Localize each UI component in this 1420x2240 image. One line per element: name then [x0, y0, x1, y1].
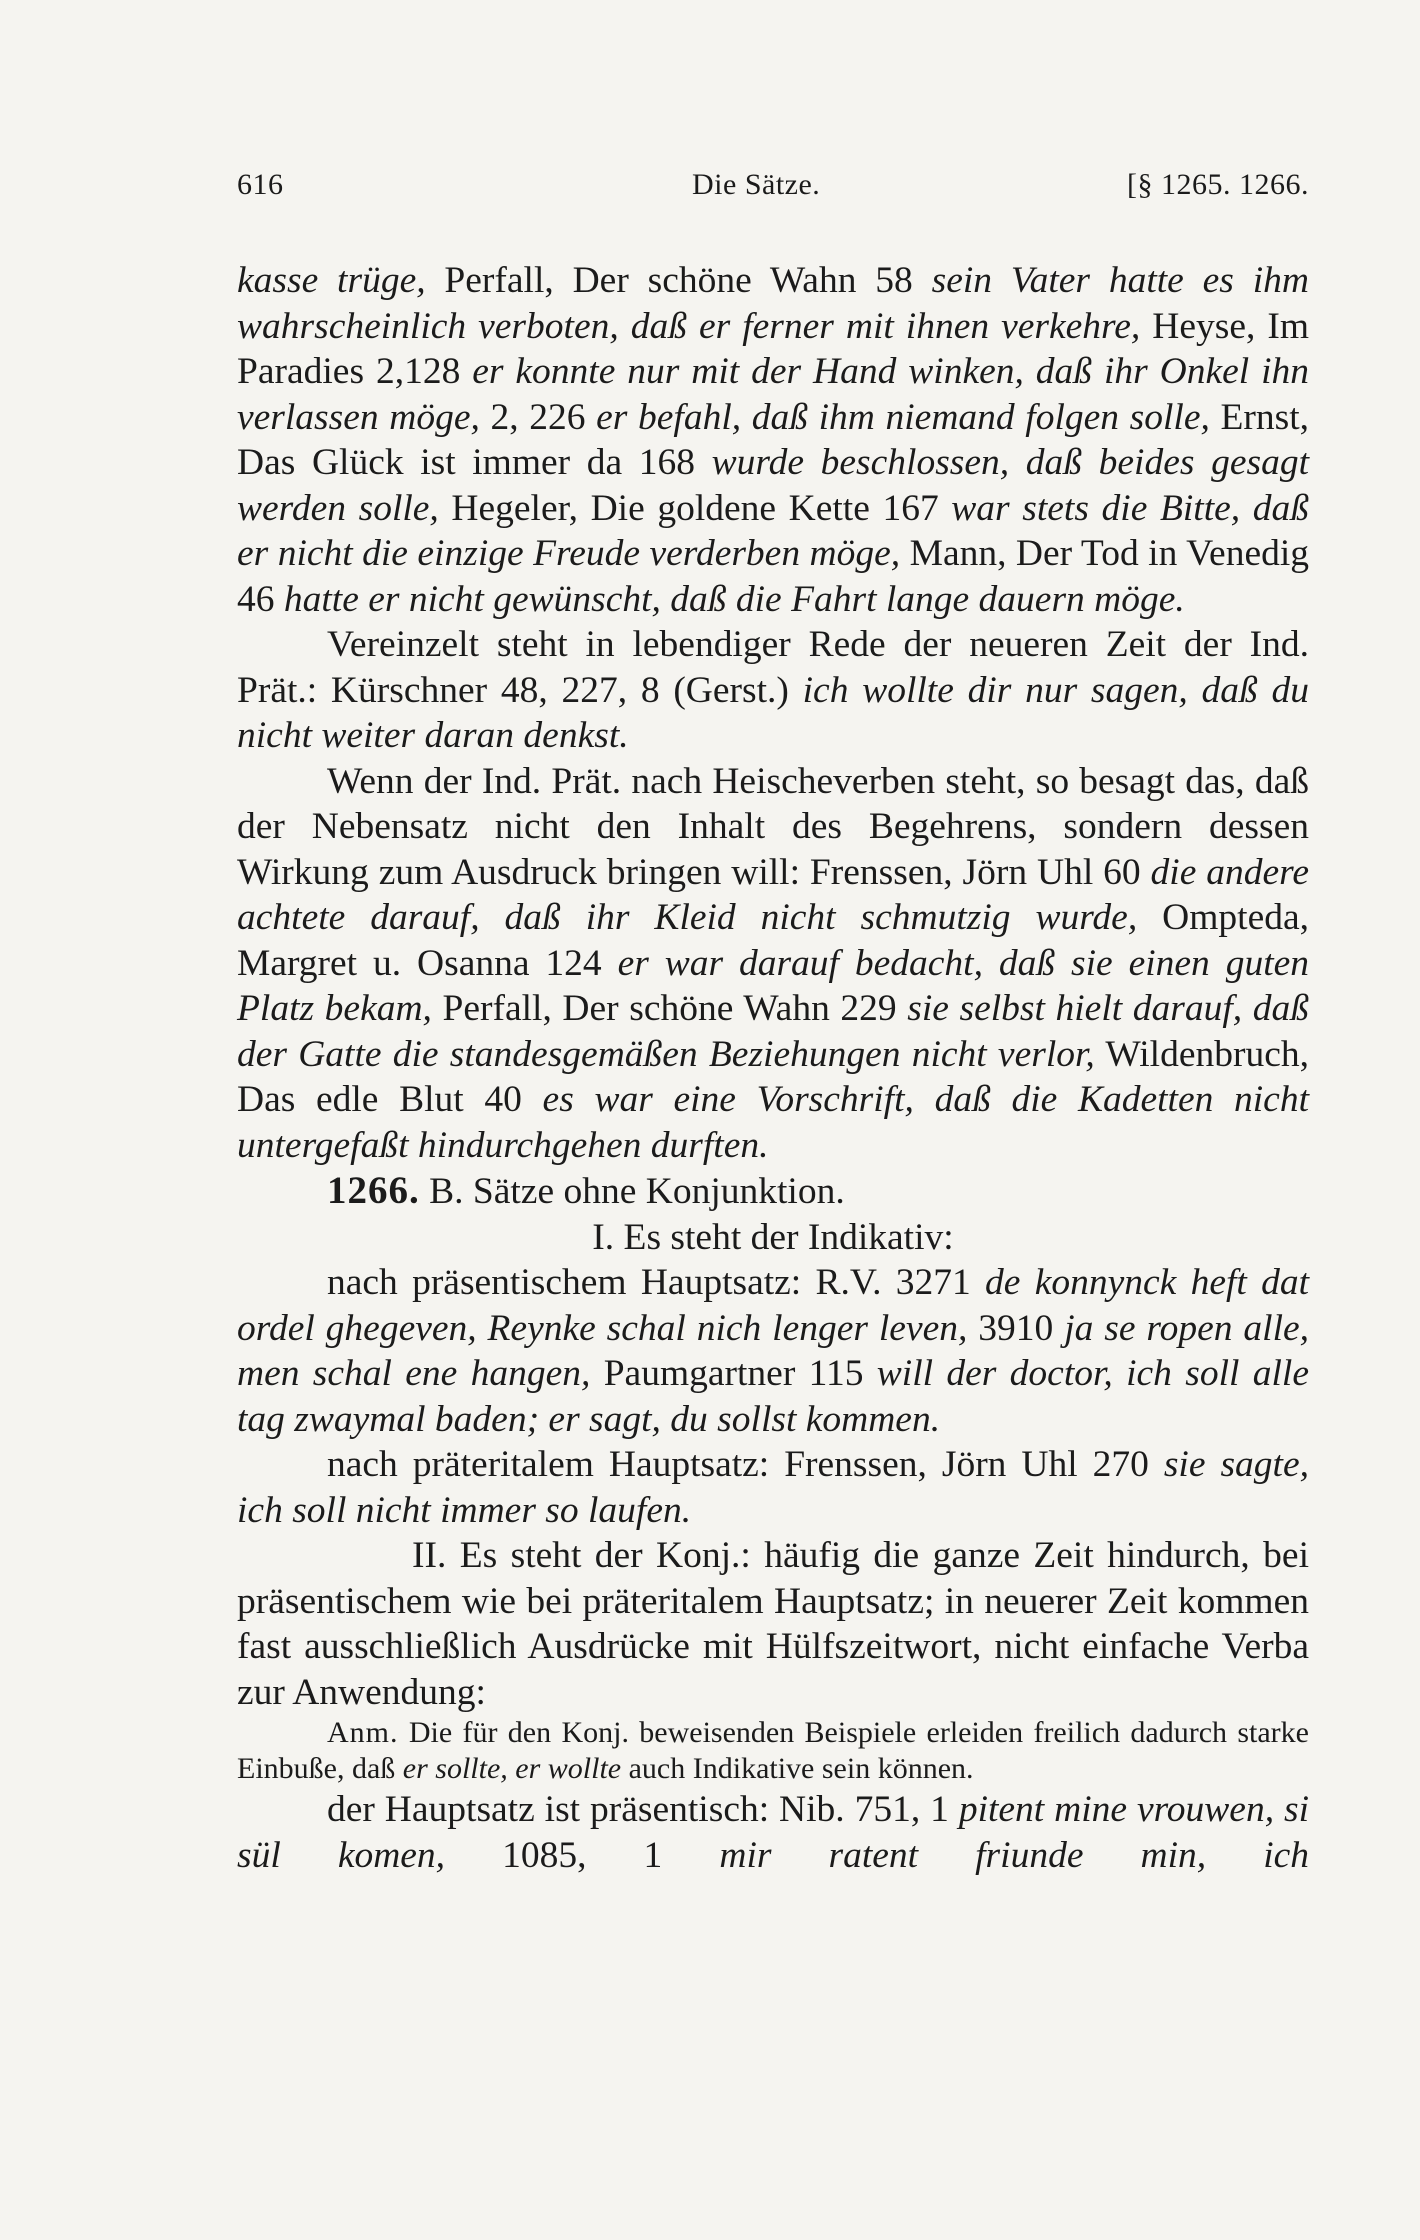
subheading-indikativ — [237, 1215, 1309, 1261]
text: II. Es steht der Konj.: häufig die ganze Zeit hindurch, bei präsentischem wie bei präteritalem Hauptsatz; in neuerer Zeit kommen fast ausschließlich Ausdrücke mit Hülfszeitwort, nicht einfache Verba zur Anwendung: — [237, 1535, 1309, 1713]
quote: sie sagte, ich soll nicht immer so laufen. — [237, 1444, 1309, 1531]
citation: Hegeler, Die goldene Kette 167 — [438, 487, 952, 529]
text: nach präteritalem Hauptsatz: Frenssen, Jörn Uhl 270 — [327, 1444, 1164, 1485]
quote: will der doctor, ich soll alle tag zwaymal baden; er sagt, du sollst kommen. — [237, 1353, 1309, 1440]
quote: de konnynck heft dat ordel ghegeven, Reynke schal nich lenger leven, — [237, 1262, 1309, 1349]
running-head — [237, 168, 1309, 208]
paragraph-konjunktiv — [237, 1533, 1309, 1715]
quote: war stets die Bitte, daß er nicht die einzige Freude verderben möge, — [237, 487, 1309, 574]
quote: es war eine Vorschrift, daß die Kadetten nicht untergefaßt hindurchgehen durften. — [237, 1079, 1309, 1166]
paragraph-heischeverben — [237, 759, 1309, 1169]
quote: sie selbst hielt darauf, daß der Gatte die standesgemäßen Beziehungen nicht verlor, — [237, 988, 1309, 1075]
quote: pitent mine vrouwen, si sül komen, — [237, 1789, 1310, 1876]
quote: kasse trüge, — [237, 260, 426, 301]
citation: Paumgartner 115 — [590, 1353, 877, 1394]
citation: Wildenbruch, Das edle Blut 40 — [237, 1033, 1309, 1120]
annotation-note — [237, 1715, 1309, 1787]
citation: Ompteda, Margret u. Osanna 124 — [237, 897, 1309, 984]
citation: Perfall, Der schöne Wahn 58 — [425, 260, 932, 301]
citation: Heyse, Im Paradies 2,128 — [237, 305, 1310, 392]
quote: hatte er nicht gewünscht, daß die Fahrt lange dauern möge. — [283, 578, 1185, 620]
section-number: 1266. — [327, 1169, 420, 1212]
paragraph-praeterital — [237, 1442, 1309, 1533]
page-content — [237, 168, 1309, 1878]
paragraph-continuation — [237, 258, 1309, 622]
citation: 2, 226 — [479, 396, 597, 438]
paragraph-vereinzelt — [237, 622, 1309, 759]
section-reference: [§ 1265. 1266. — [1127, 168, 1309, 201]
citation: 1085, 1 — [445, 1834, 720, 1876]
subheading-text: I. Es steht der Indikativ: — [592, 1216, 954, 1258]
citation: Perfall, Der schöne Wahn 229 — [431, 988, 908, 1029]
citation: 3910 — [967, 1307, 1065, 1349]
body-text — [237, 258, 1309, 1878]
paragraph-hauptsatz-praesentisch — [237, 1787, 1309, 1878]
text: Wenn der Ind. Prät. nach Heischeverben steht, so besagt das, daß der Nebensatz nicht den Inhalt des Begehrens, sondern dessen Wirkung zum Ausdruck bringen will: Frenssen, Jörn Uhl 60 — [237, 760, 1309, 893]
text: nach präsentischem Hauptsatz: R.V. 3271 — [327, 1262, 986, 1303]
quote: ja se ropen alle, men schal ene hangen, — [237, 1307, 1310, 1394]
note-text: auch Indikative sein können. — [621, 1752, 974, 1785]
quote: wurde beschlossen, daß beides gesagt werden solle, — [237, 442, 1309, 529]
running-title: Die Sätze. — [692, 168, 821, 201]
quote: er konnte nur mit der Hand winken, daß ihr Onkel ihn verlassen möge, — [237, 351, 1309, 438]
quote: sein Vater hatte es ihm wahrscheinlich verboten, daß er ferner mit ihnen verkehre, — [237, 260, 1309, 347]
text: der Hauptsatz ist präsentisch: Nib. 751, 1 — [327, 1789, 959, 1830]
section-title: B. Sätze ohne Konjunktion. — [419, 1171, 845, 1212]
note-quote: er sollte, er wollte — [402, 1752, 622, 1785]
quote: ich wollte dir nur sagen, daß du nicht weiter daran denkst. — [237, 669, 1309, 756]
quote: er befahl, daß ihm niemand folgen solle, — [596, 396, 1210, 438]
text: Vereinzelt steht in lebendiger Rede der neueren Zeit der Ind. Prät.: Kürschner 48, 227, 8 (Gerst.) — [237, 624, 1309, 711]
quote: die andere achtete darauf, daß ihr Kleid nicht schmutzig wurde, — [237, 851, 1310, 938]
citation: Ernst, Das Glück ist immer da 168 — [237, 396, 1310, 483]
page-number: 616 — [237, 168, 284, 201]
paragraph-praesentisch — [237, 1260, 1309, 1442]
note-text: Die für den Konj. beweisenden Beispiele erleiden freilich dadurch starke Einbuße, daß — [237, 1716, 1309, 1785]
note-label: Anm. — [327, 1716, 399, 1749]
section-heading-1266 — [237, 1168, 1309, 1215]
quote: mir ratent friunde min, ich — [719, 1834, 1310, 1876]
quote: er war darauf bedacht, daß sie einen guten Platz bekam, — [237, 942, 1310, 1029]
citation: Mann, Der Tod in Venedig 46 — [237, 533, 1310, 620]
